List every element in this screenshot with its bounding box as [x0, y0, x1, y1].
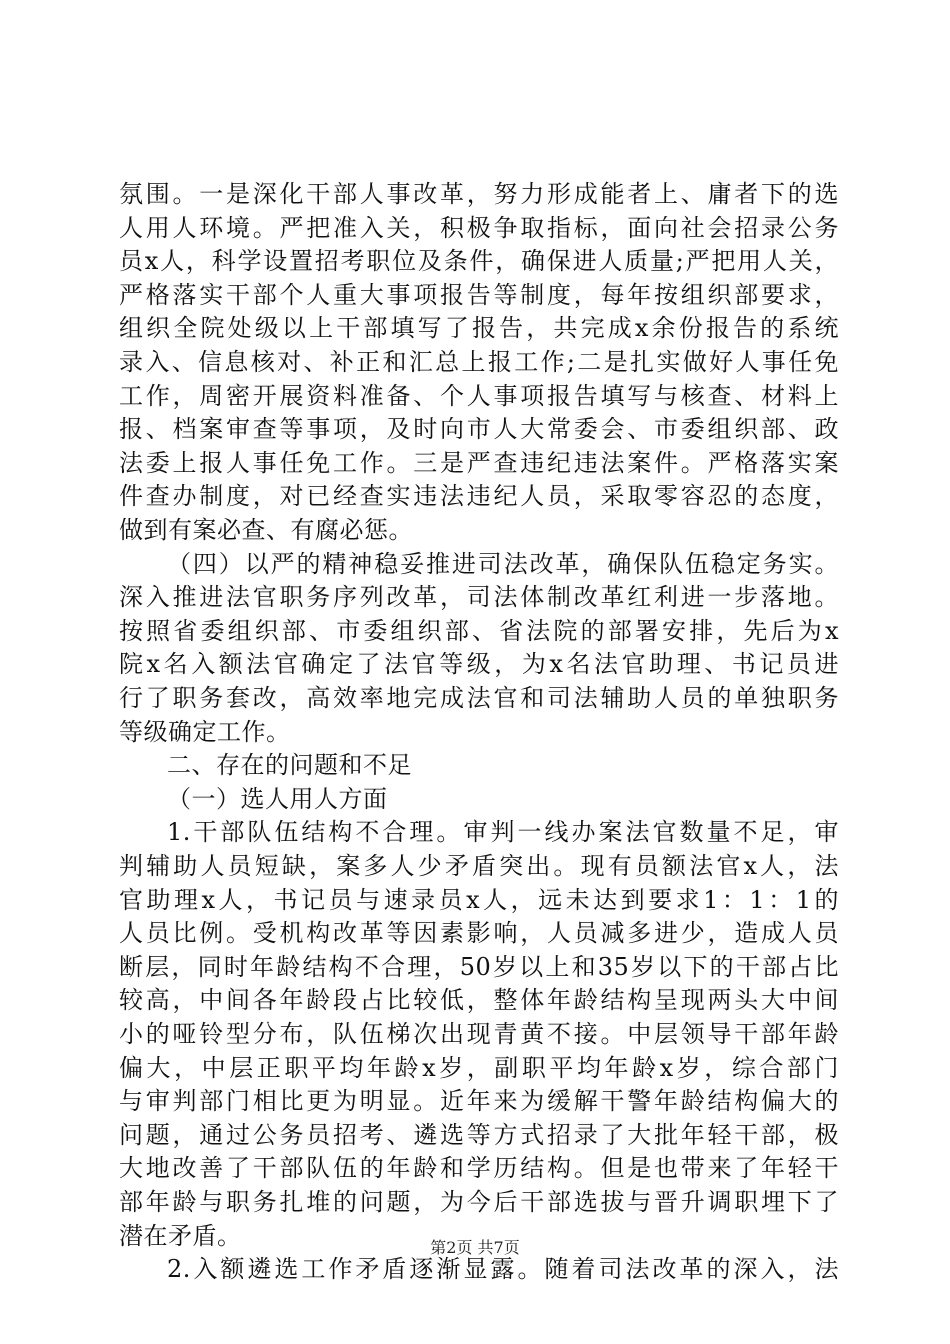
text-line: 断层，同时年龄结构不合理，50岁以上和35岁以下的干部占比	[119, 953, 839, 981]
text-line: 人员比例。受机构改革等因素影响，人员减多进少，造成人员	[119, 919, 839, 947]
text-line: 深入推进法官职务序列改革，司法体制改革红利进一步落地。	[119, 583, 839, 611]
text-line: 与审判部门相比更为明显。近年来为缓解干警年龄结构偏大的	[119, 1087, 839, 1115]
text-line: 院x名入额法官确定了法官等级，为x名法官助理、书记员进	[119, 650, 839, 678]
text-line: 较高，中间各年龄段占比较低，整体年龄结构呈现两头大中间	[119, 986, 839, 1014]
paragraph-end-line: 潜在矛盾。	[119, 1222, 242, 1250]
text-line: 部年龄与职务扎堆的问题，为今后干部选拔与晋升调职埋下了	[119, 1188, 839, 1216]
section-heading: 二、存在的问题和不足	[167, 751, 412, 779]
paragraph-first-line: 2.入额遴选工作矛盾逐渐显露。随着司法改革的深入，法	[167, 1255, 839, 1283]
page-number-label: 第2页 共7页	[430, 1238, 520, 1257]
paragraph-first-line: 1.干部队伍结构不合理。审判一线办案法官数量不足，审	[167, 818, 839, 846]
text-line: 偏大，中层正职平均年龄x岁，副职平均年龄x岁，综合部门	[119, 1054, 839, 1082]
text-line: 行了职务套改，高效率地完成法官和司法辅助人员的单独职务	[119, 684, 839, 712]
text-line: 员x人，科学设置招考职位及条件，确保进人质量;严把用人关，	[119, 247, 839, 275]
text-line: 官助理x人，书记员与速录员x人，远未达到要求1：1：1的	[119, 886, 839, 914]
text-line: 录入、信息核对、补正和汇总上报工作;二是扎实做好人事任免	[119, 348, 839, 376]
subsection-heading: （一）选人用人方面	[167, 785, 388, 813]
paragraph-end-line: 做到有案必查、有腐必惩。	[119, 516, 413, 544]
text-line: 组织全院处级以上干部填写了报告，共完成x余份报告的系统	[119, 314, 839, 342]
text-line: 工作，周密开展资料准备、个人事项报告填写与核查、材料上	[119, 382, 839, 410]
text-line: 人用人环境。严把准入关，积极争取指标，面向社会招录公务	[119, 214, 839, 242]
page-footer	[0, 1238, 950, 1258]
text-line: 报、档案审查等事项，及时向市人大常委会、市委组织部、政	[119, 415, 839, 443]
text-line: 按照省委组织部、市委组织部、省法院的部署安排，先后为x	[119, 617, 839, 645]
text-line: 小的哑铃型分布，队伍梯次出现青黄不接。中层领导干部年龄	[119, 1020, 839, 1048]
text-line: 件查办制度，对已经查实违法违纪人员，采取零容忍的态度，	[119, 482, 839, 510]
paragraph-end-line: 等级确定工作。	[119, 718, 291, 746]
text-line: 法委上报人事任免工作。三是严查违纪违法案件。严格落实案	[119, 449, 839, 477]
text-line: 严格落实干部个人重大事项报告等制度，每年按组织部要求，	[119, 281, 839, 309]
text-line: 氛围。一是深化干部人事改革，努力形成能者上、庸者下的选	[119, 180, 839, 208]
text-line: 判辅助人员短缺，案多人少矛盾突出。现有员额法官x人，法	[119, 852, 839, 880]
paragraph-first-line: （四）以严的精神稳妥推进司法改革，确保队伍稳定务实。	[167, 550, 839, 578]
text-line: 问题，通过公务员招考、遴选等方式招录了大批年轻干部，极	[119, 1121, 839, 1149]
text-line: 大地改善了干部队伍的年龄和学历结构。但是也带来了年轻干	[119, 1154, 839, 1182]
